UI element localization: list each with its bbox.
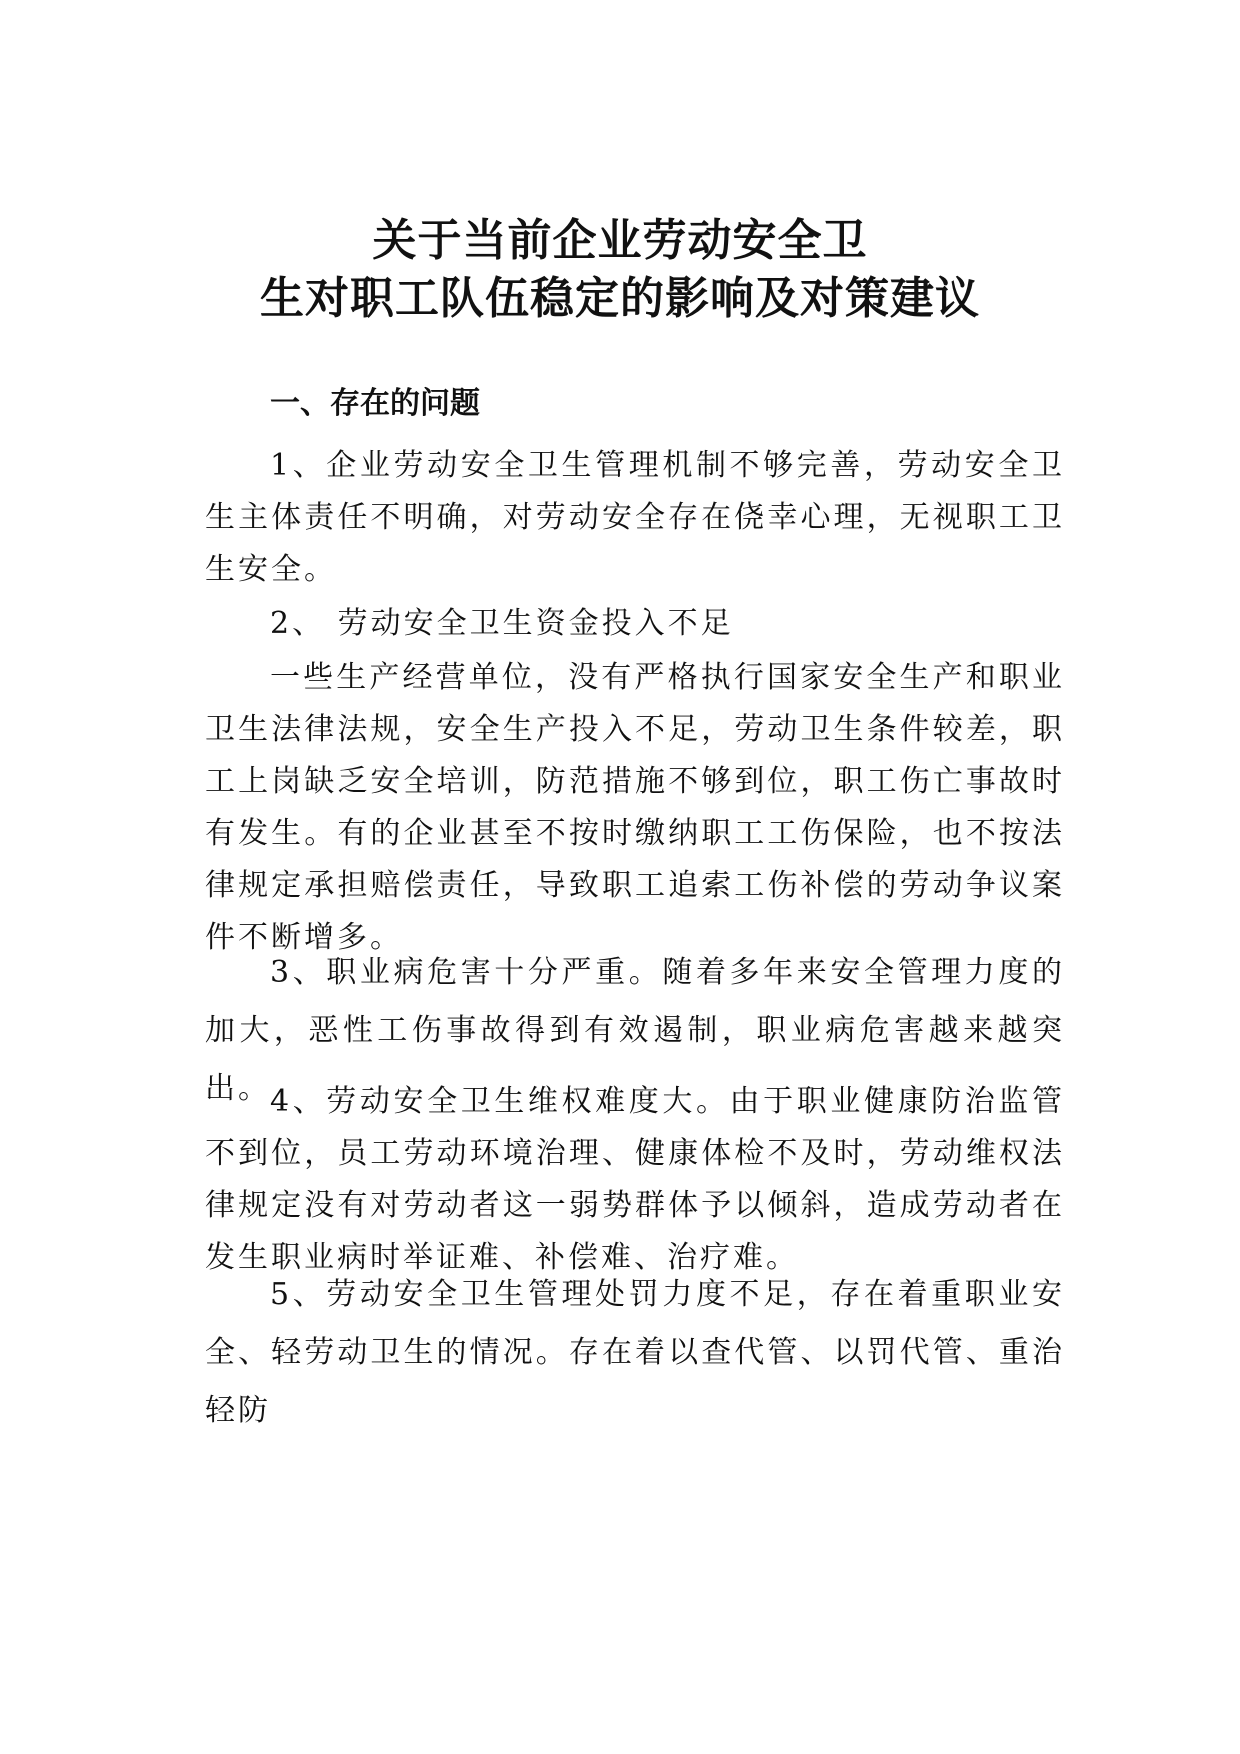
paragraph-1: 1、企业劳动安全卫生管理机制不够完善，劳动安全卫生主体责任不明确，对劳动安全存在侥幸心理，无视职工卫生安全。 [205,448,1065,587]
paragraph-4: 3、职业病危害十分严重。随着多年来安全管理力度的加大，恶性工伤事故得到有效遏制，职业病危害越来越突出。 [205,955,1065,1106]
paragraph-6: 5、劳动安全卫生管理处罚力度不足，存在着重职业安全、轻劳动卫生的情况。存在着以查代管、以罚代管、重治轻防 [205,1277,1065,1428]
section-heading: 一、存在的问题 [270,386,480,421]
paragraph-2: 2、 劳动安全卫生资金投入不足 [270,606,734,641]
document-title-line-1: 关于当前企业劳动安全卫 [372,215,868,266]
paragraph-5: 4、劳动安全卫生维权难度大。由于职业健康防治监管不到位，员工劳动环境治理、健康体检不及时，劳动维权法律规定没有对劳动者这一弱势群体予以倾斜，造成劳动者在发生职业病时举证难、补偿难、治疗难。 [205,1084,1065,1275]
paragraph-3: 一些生产经营单位，没有严格执行国家安全生产和职业卫生法律法规，安全生产投入不足，劳动卫生条件较差，职工上岗缺乏安全培训，防范措施不够到位，职工伤亡事故时有发生。有的企业甚至不按时缴纳职工工伤保险，也不按法律规定承担赔偿责任，导致职工追索工伤补偿的劳动争议案件不断增多。 [205,660,1065,955]
document-title-line-2: 生对职工队伍稳定的影响及对策建议 [260,273,980,324]
